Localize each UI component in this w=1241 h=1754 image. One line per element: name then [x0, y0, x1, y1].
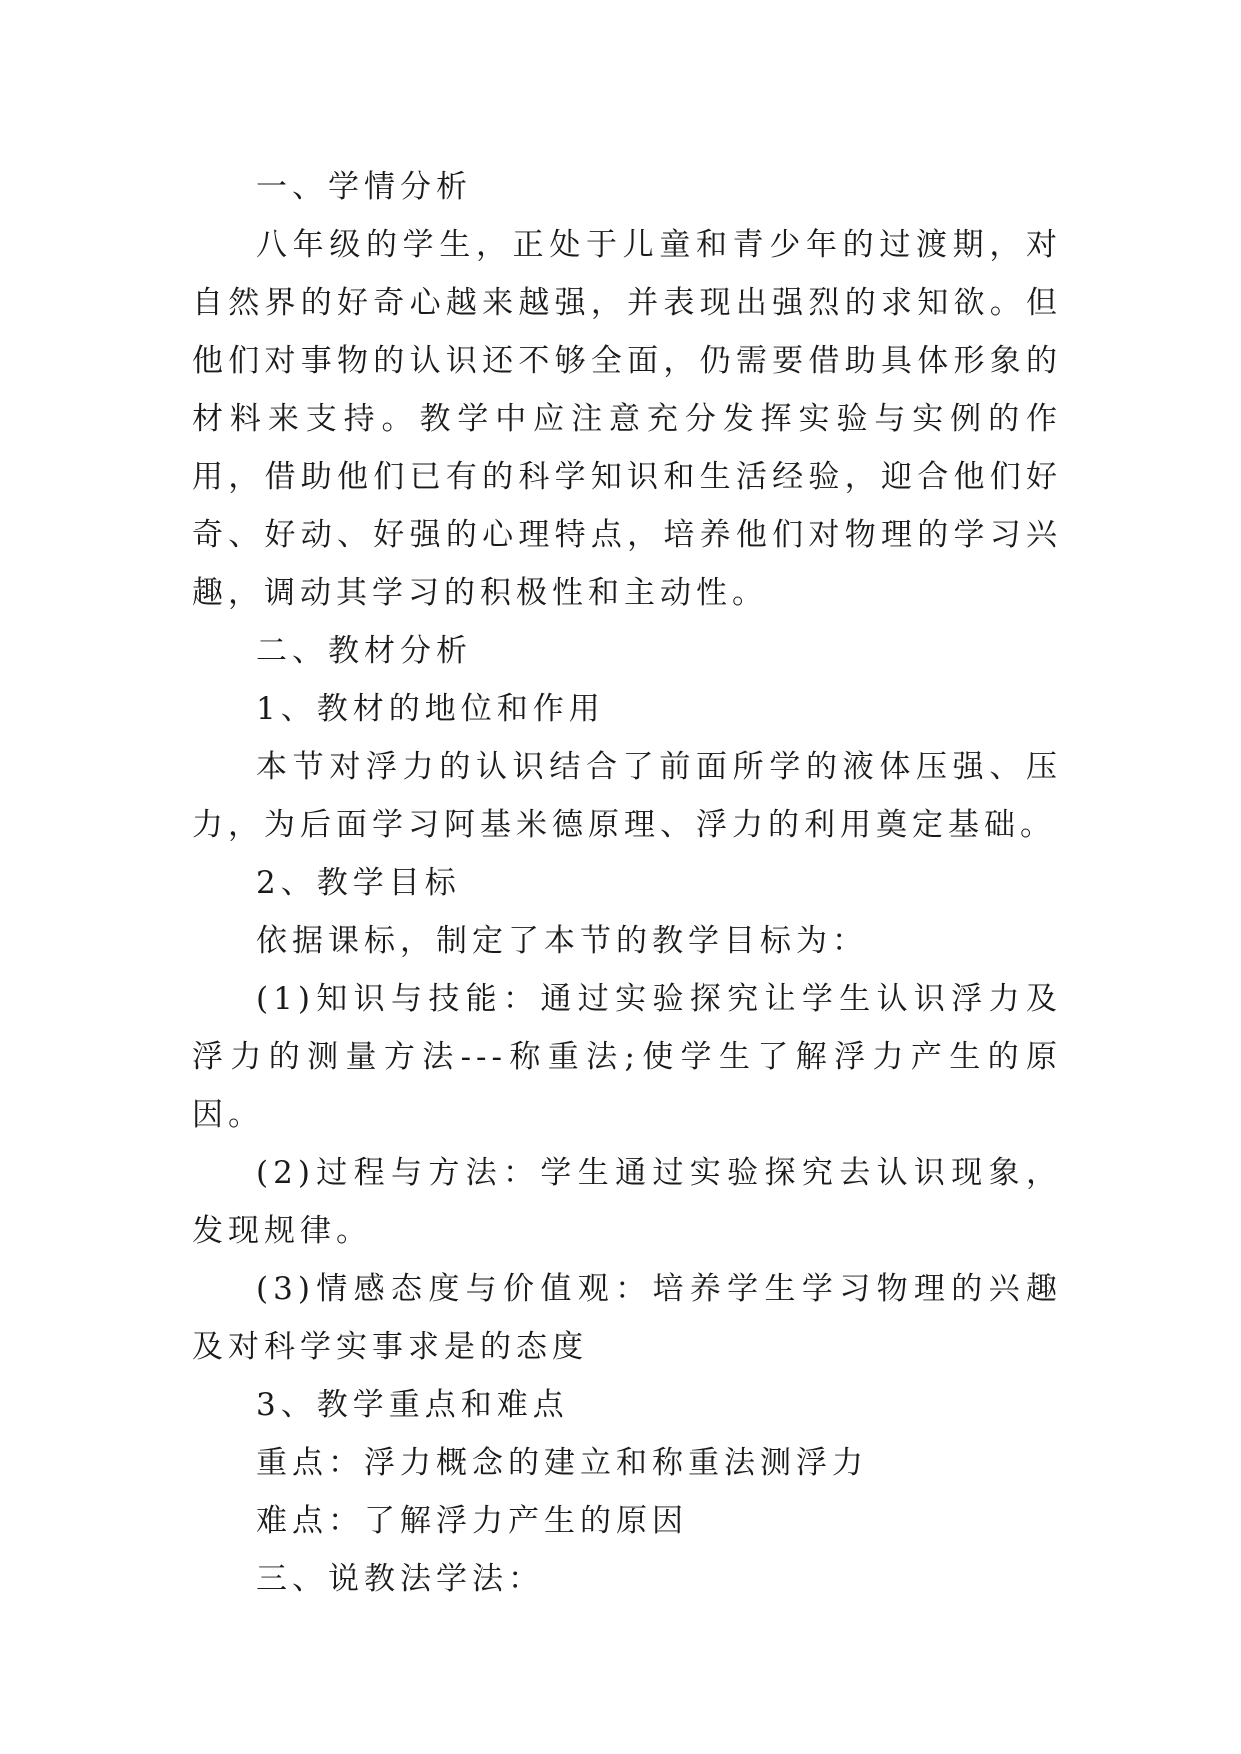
- paragraph-key-point: 重点：浮力概念的建立和称重法测浮力: [256, 1445, 868, 1481]
- paragraph-goal-process: (2)过程与方法：学生通过实验探究去认识现象，发现规律。: [192, 1155, 1062, 1249]
- heading-textbook-analysis: 二、教材分析: [256, 633, 472, 669]
- heading-teaching-methods: 三、说教法学法：: [256, 1561, 544, 1597]
- paragraph-goals-intro: 依据课标，制定了本节的教学目标为：: [256, 923, 868, 959]
- paragraph-textbook-role: 本节对浮力的认识结合了前面所学的液体压强、压力，为后面学习阿基米德原理、浮力的利用奠定基础。: [192, 749, 1062, 843]
- paragraph-goal-attitude: (3)情感态度与价值观：培养学生学习物理的兴趣及对科学实事求是的态度: [192, 1271, 1062, 1365]
- paragraph-goal-knowledge: (1)知识与技能：通过实验探究让学生认识浮力及浮力的测量方法---称重法;使学生了解浮力产生的原因。: [192, 981, 1062, 1133]
- subheading-teaching-goals: 2、教学目标: [256, 865, 461, 901]
- document-body: [192, 158, 1062, 1608]
- subheading-textbook-role: 1、教材的地位和作用: [256, 691, 605, 727]
- paragraph-learner-analysis: 八年级的学生，正处于儿童和青少年的过渡期，对自然界的好奇心越来越强，并表现出强烈的求知欲。但他们对事物的认识还不够全面，仍需要借助具体形象的材料来支持。教学中应注意充分发挥实验与实例的作用，借助他们已有的科学知识和生活经验，迎合他们好奇、好动、好强的心理特点，培养他们对物理的学习兴趣，调动其学习的积极性和主动性。: [192, 227, 1062, 611]
- subheading-key-points: 3、教学重点和难点: [256, 1387, 569, 1423]
- paragraph-difficult-point: 难点：了解浮力产生的原因: [256, 1503, 688, 1539]
- heading-learner-analysis: 一、学情分析: [256, 169, 472, 205]
